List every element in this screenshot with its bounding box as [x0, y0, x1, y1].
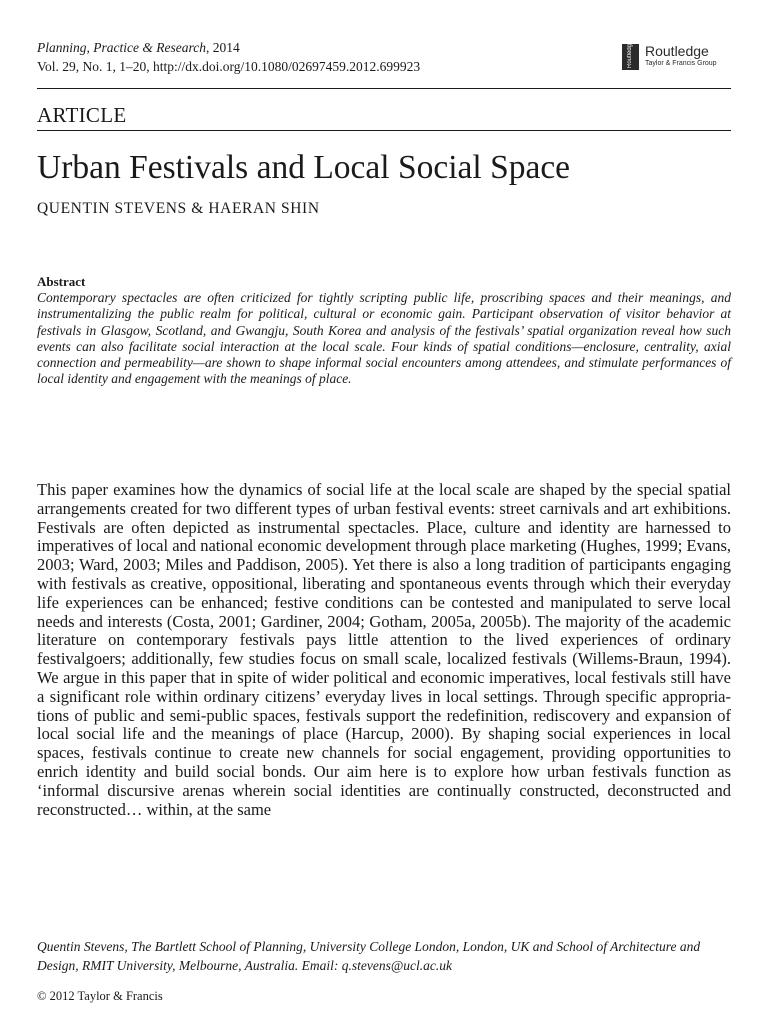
copyright-notice: © 2012 Taylor & Francis — [37, 989, 163, 1003]
article-authors: QUENTIN STEVENS & HAERAN SHIN — [37, 200, 320, 217]
routledge-logo-icon — [622, 40, 639, 70]
volume-doi-line: Vol. 29, No. 1, 1–20, http://dx.doi.org/10.1080/02697459.2012.699923 — [37, 59, 421, 74]
publisher-name: Routledge — [645, 43, 709, 59]
header-rule — [37, 88, 731, 89]
journal-name: Planning, Practice & Research — [37, 40, 206, 55]
body-paragraph: This paper examines how the dynamics of social life at the local scale are shaped by the special spatial arrangements created for two different types of urban festival events: street carnivals and art exhibitions. Festivals are often depicted as instrumental spectacles. Place, culture and identity are harnessed to imperatives of local and national economic development through place marketing (Hughes, 1999; Evans, 2003; Ward, 2003; Miles and Paddison, 2005). Yet there is also a long tradition of participants engaging with festivals as creative, oppositional, liberating and spontaneous events through which their everyday life experiences can be enhanced; festive conditions can be contested and manipulated to serve local needs and interests (Costa, 2001; Gardiner, 2004; Gotham, 2005a, 2005b). The majority of the academic literature on contemporary festivals pays little attention to the lived experiences of ordinary festivalgoers; additionally, few studies focus on small scale, localized festivals (Willems-Braun, 1994). We argue in this paper that in spite of wider political and economic imperatives, local festivals still have a significant role within ordinary citizens’ everyday lives in local settings. Through specific appropriations of public and semi-public spaces, festivals support the redefinition, rediscovery and expansion of local social life and the meanings of place (Harcup, 2000). By shaping social experiences in local spaces, festivals continue to create new channels for social engagement, providing opportunities to enrich identity and build social bonds. Our aim here is to explore how urban festivals function as ‘informal discursive arenas wherein social identities are continually constructed, deconstructed and reconstructed… within, at the same — [37, 480, 731, 819]
author-affiliation: Quentin Stevens, The Bartlett School of Planning, University College London, London, UK and School of Architecture and Design, RMIT University, Melbourne, Australia. Email: q.stevens@ucl.ac.uk — [37, 939, 701, 973]
article-title: Urban Festivals and Local Social Space — [37, 149, 571, 186]
article-label: ARTICLE — [37, 103, 127, 127]
publisher-mark-text: Routledge — [627, 40, 633, 68]
journal-year: , 2014 — [205, 40, 240, 55]
publisher-group: Taylor & Francis Group — [645, 60, 717, 67]
publisher-logo — [622, 40, 717, 70]
abstract-text: Contemporary spectacles are often criticized for tightly scripting public life, proscribing spaces and their meanings, and instrumentalizing the public realm for political, cultural or economic gain. Participant observation of visitor behavior at festivals in Glasgow, Scotland, and Gwangju, South Korea and analysis of the festivals’ spatial organization reveal how such events can also facilitate social interaction at the local scale. Four kinds of spatial conditions—enclosure, centrality, axial connection and permeability—are shown to shape informal social encounters among attendees, and stimulate performances of local identity and engagement with the meanings of place. — [37, 290, 731, 387]
abstract-heading: Abstract — [37, 274, 86, 289]
journal-citation — [37, 38, 420, 76]
article-rule — [37, 130, 731, 131]
